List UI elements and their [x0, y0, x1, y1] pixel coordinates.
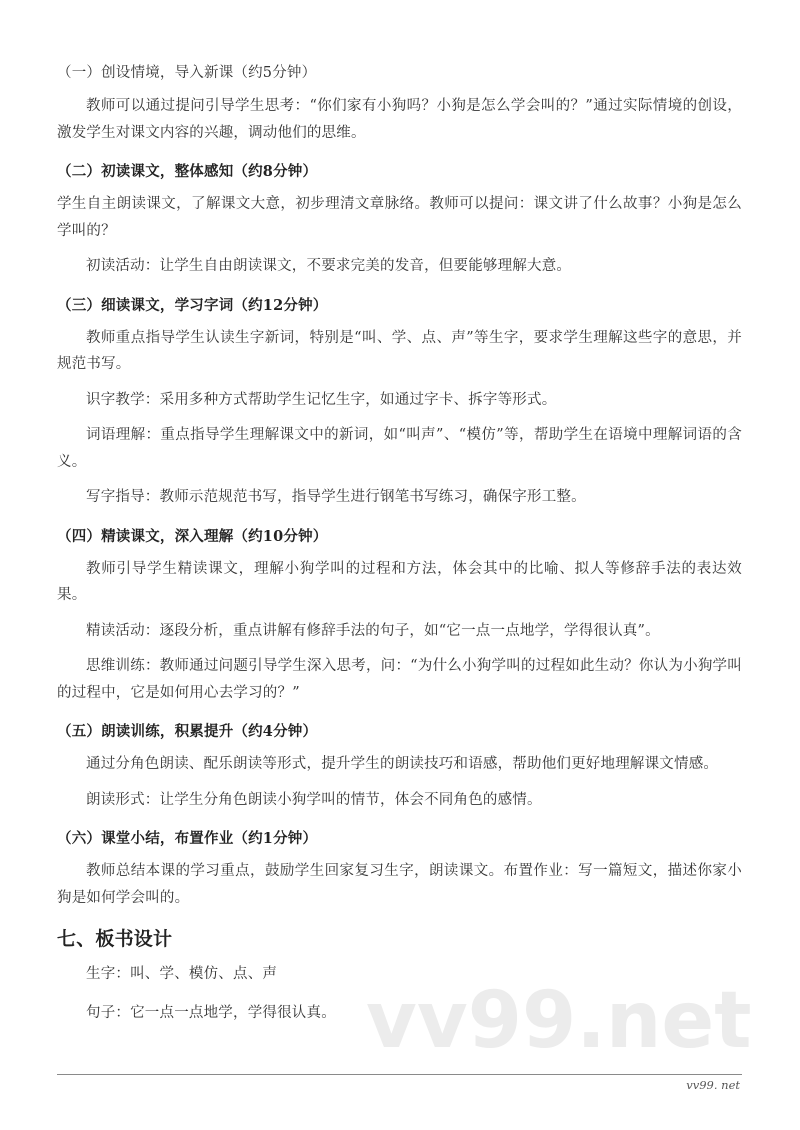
paragraph: 通过分角色朗读、配乐朗读等形式，提升学生的朗读技巧和语感，帮助他们更好地理解课文情感。: [86, 756, 719, 772]
section-6: [57, 825, 742, 911]
paragraph: 识字教学：采用多种方式帮助学生记忆生字，如通过字卡、拆字等形式。: [86, 391, 557, 408]
section-heading: （一）创设情境，导入新课（约5分钟）: [57, 65, 317, 81]
section-heading: （三）细读课文，学习字词（约12分钟）: [57, 296, 328, 314]
board-design-heading: 七、板书设计: [57, 928, 173, 950]
section-2: [57, 158, 742, 280]
document-page: [57, 60, 742, 1026]
paragraph: 教师总结本课的学习重点，鼓励学生回家复习生字，朗读课文。布置作业：写一篇短文，描述你家小狗是如何学会叫的。: [57, 863, 742, 906]
paragraph: 朗读形式：让学生分角色朗读小狗学叫的情节，体会不同角色的感情。: [86, 791, 542, 808]
section-heading: （五）朗读训练，积累提升（约4分钟）: [57, 723, 318, 740]
paragraph: 初读活动：让学生自由朗读课文，不要求完美的发音，但要能够理解大意。: [86, 258, 572, 274]
section-heading: （二）初读课文，整体感知（约8分钟）: [57, 163, 318, 180]
watermark: vv99.net: [366, 976, 752, 1066]
section-1: [57, 60, 742, 146]
section-3: [57, 292, 742, 511]
board-line-sentence: 句子：它一点一点地学，学得很认真。: [86, 1004, 336, 1021]
paragraph: 教师重点指导学生认读生字新词，特别是“叫、学、点、声”等生字，要求学生理解这些字的意思，并规范书写。: [57, 329, 742, 372]
section-4: [57, 523, 742, 707]
section-5: [57, 718, 742, 813]
section-heading: （四）精读课文，深入理解（约10分钟）: [57, 527, 328, 545]
paragraph: 思维训练：教师通过问题引导学生深入思考，问：“为什么小狗学叫的过程如此生动？你认为小狗学叫的过程中，它是如何用心去学习的？”: [57, 658, 742, 701]
footer-site-label: vv99. net: [686, 1078, 740, 1092]
paragraph: 精读活动：逐段分析，重点讲解有修辞手法的句子，如“它一点一点地学，学得很认真”。: [86, 622, 660, 639]
board-line-characters: 生字：叫、学、模仿、点、声: [86, 966, 278, 982]
board-design-section: [57, 923, 742, 1026]
paragraph: 教师引导学生精读课文，理解小狗学叫的过程和方法，体会其中的比喻、拟人等修辞手法的表达效果。: [57, 560, 742, 603]
paragraph: 词语理解：重点指导学生理解课文中的新词，如“叫声”、“模仿”等，帮助学生在语境中理解词语的含义。: [57, 427, 742, 470]
paragraph: 学生自主朗读课文，了解课文大意，初步理清文章脉络。教师可以提问：课文讲了什么故事？小狗是怎么学叫的？: [57, 196, 742, 239]
paragraph: 教师可以通过提问引导学生思考：“你们家有小狗吗？小狗是怎么学会叫的？”通过实际情境的创设，激发学生对课文内容的兴趣，调动他们的思维。: [57, 98, 742, 141]
paragraph: 写字指导：教师示范规范书写，指导学生进行钢笔书写练习，确保字形工整。: [86, 489, 586, 505]
section-heading: （六）课堂小结，布置作业（约1分钟）: [57, 830, 318, 847]
footer-divider: [57, 1074, 742, 1075]
